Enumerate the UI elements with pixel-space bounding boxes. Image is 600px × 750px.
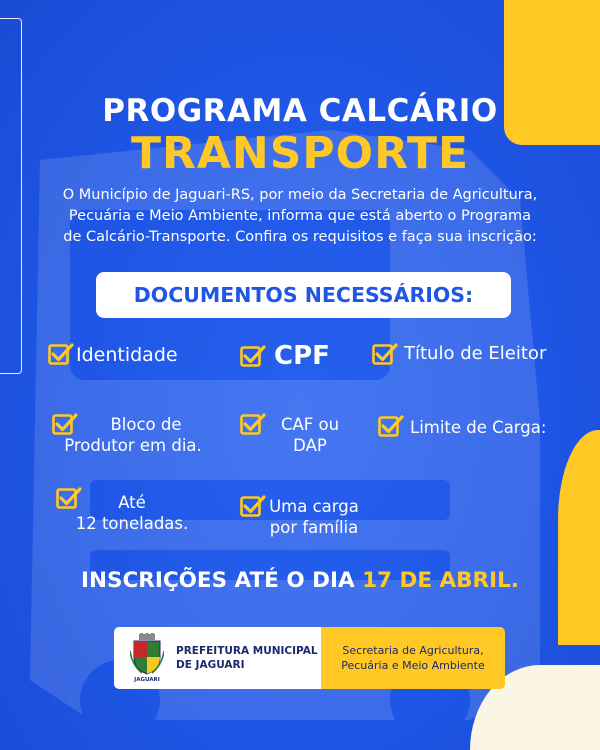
req-ate-line-1: Até — [118, 493, 146, 512]
req-cpf — [240, 341, 330, 371]
decor-frame-line — [0, 18, 22, 374]
intro-line-3: de Calcário-Transporte. Confira os requisitos e faça sua inscrição: — [63, 229, 537, 245]
checkbox-checked-icon — [372, 342, 398, 366]
deadline-prefix: INSCRIÇÕES ATÉ O DIA — [81, 568, 363, 593]
intro-line-2: Pecuária e Meio Ambiente, informa que está aberto o Programa — [68, 208, 532, 224]
req-caf-line-2: DAP — [293, 436, 327, 455]
intro-text — [20, 185, 580, 248]
req-ate-line-2: 12 toneladas. — [75, 514, 189, 533]
intro-line-1: O Município de Jaguari-RS, por meio da Secretaria de Agricultura, — [62, 187, 538, 203]
deadline-date: 17 DE ABRIL. — [362, 568, 519, 593]
req-ate-text — [64, 492, 200, 534]
req-titulo — [372, 342, 546, 366]
req-caf-line-1: CAF ou — [280, 415, 340, 434]
req-limite-label: Limite de Carga: — [410, 418, 547, 437]
municipality-line-2: DE JAGUARI — [176, 659, 245, 671]
req-carga-line-1: Uma carga — [269, 497, 359, 516]
req-identidade-label: Identidade — [76, 344, 178, 366]
req-cpf-label: CPF — [274, 341, 330, 371]
req-bloco-text — [52, 414, 214, 456]
secretariat-line-1: Secretaria de Agricultura, — [342, 644, 484, 657]
title-line-2: TRANSPORTE — [130, 128, 470, 179]
req-bloco-line-2: Produtor em dia. — [64, 436, 202, 455]
req-titulo-label: Título de Eleitor — [404, 343, 547, 364]
footer-banner — [114, 627, 505, 689]
municipality-line-1: PREFEITURA MUNICIPAL — [176, 645, 318, 657]
req-limite — [378, 414, 546, 438]
req-caf-text — [262, 414, 358, 456]
municipality-name — [176, 644, 318, 672]
title-line-1: PROGRAMA CALCÁRIO — [102, 93, 498, 129]
municipal-crest — [130, 633, 164, 683]
checkbox-checked-icon — [240, 344, 266, 368]
footer-secretariat — [321, 627, 505, 689]
footer-municipality — [114, 627, 321, 689]
deadline-text — [0, 568, 600, 593]
documents-heading: DOCUMENTOS NECESSÁRIOS: — [96, 272, 511, 318]
secretariat-line-2: Pecuária e Meio Ambiente — [341, 659, 485, 672]
req-carga-text — [262, 496, 366, 538]
checkbox-checked-icon — [48, 342, 74, 366]
req-carga-line-2: por família — [269, 518, 359, 537]
crest-label: JAGUARI — [134, 677, 160, 683]
municipal-crest-icon — [130, 633, 164, 675]
checkbox-checked-icon — [378, 414, 404, 438]
req-bloco-line-1: Bloco de — [110, 415, 182, 434]
req-identidade — [48, 342, 178, 367]
